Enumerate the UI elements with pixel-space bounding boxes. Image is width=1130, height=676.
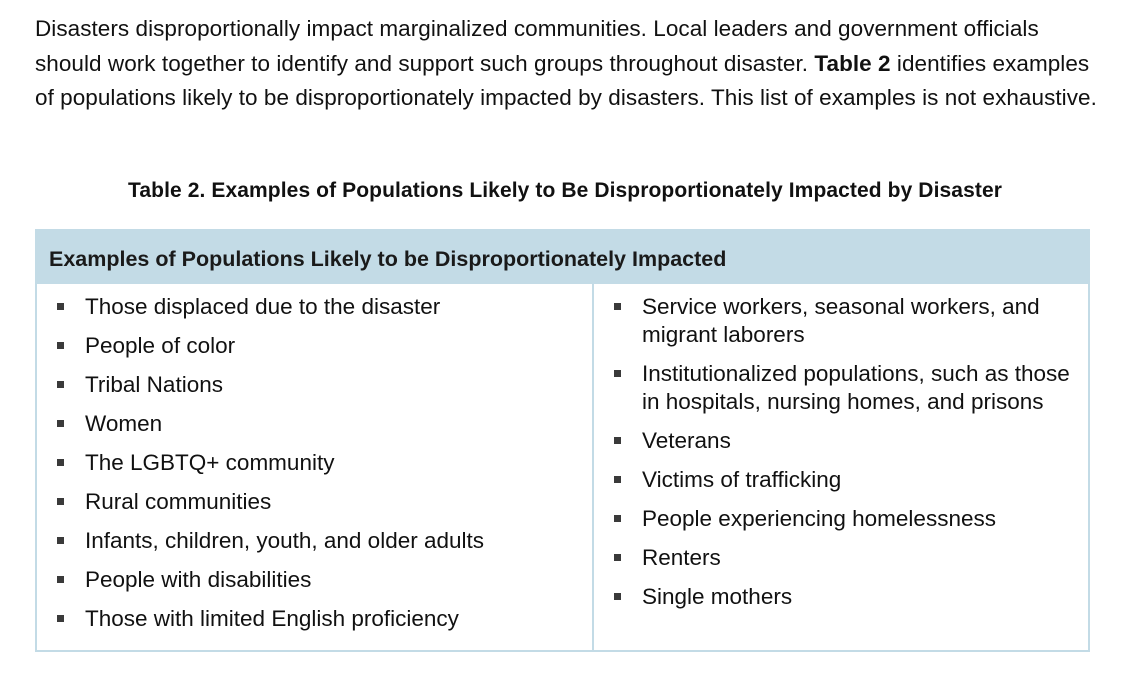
intro-text-after: identifies examples of populations likely to be disproportionately impacted by disasters. This list of examples is not exhaustive. bbox=[35, 50, 1097, 110]
list-item: Renters bbox=[594, 544, 1072, 572]
right-list bbox=[594, 284, 1088, 611]
populations-table bbox=[35, 229, 1090, 652]
square-bullet-icon bbox=[614, 303, 621, 310]
square-bullet-icon bbox=[614, 593, 621, 600]
table-header: Examples of Populations Likely to be Disproportionately Impacted bbox=[37, 231, 1088, 284]
left-list bbox=[37, 284, 592, 633]
list-item: Victims of trafficking bbox=[594, 466, 1072, 494]
square-bullet-icon bbox=[57, 498, 64, 505]
square-bullet-icon bbox=[57, 537, 64, 544]
intro-text-before: Disasters disproportionally impact marginalized communities. Local leaders and government officials should work together to identify and support such groups throughout disaster. bbox=[35, 16, 1039, 76]
list-item: Single mothers bbox=[594, 583, 1072, 611]
square-bullet-icon bbox=[614, 554, 621, 561]
square-bullet-icon bbox=[614, 515, 621, 522]
list-item: Rural communities bbox=[37, 488, 592, 516]
list-item: Service workers, seasonal workers, and migrant laborers bbox=[594, 293, 1072, 349]
list-item: Women bbox=[37, 410, 592, 438]
square-bullet-icon bbox=[57, 342, 64, 349]
square-bullet-icon bbox=[614, 370, 621, 377]
list-item: People with disabilities bbox=[37, 566, 592, 594]
square-bullet-icon bbox=[57, 420, 64, 427]
square-bullet-icon bbox=[57, 303, 64, 310]
square-bullet-icon bbox=[614, 476, 621, 483]
list-item: People of color bbox=[37, 332, 592, 360]
list-item: Those displaced due to the disaster bbox=[37, 293, 592, 321]
list-item: People experiencing homelessness bbox=[594, 505, 1072, 533]
square-bullet-icon bbox=[614, 437, 621, 444]
table-right-column bbox=[594, 284, 1088, 650]
square-bullet-icon bbox=[57, 381, 64, 388]
list-item: Tribal Nations bbox=[37, 371, 592, 399]
list-item: Institutionalized populations, such as those in hospitals, nursing homes, and prisons bbox=[594, 360, 1072, 416]
list-item: The LGBTQ+ community bbox=[37, 449, 592, 477]
square-bullet-icon bbox=[57, 459, 64, 466]
table-caption: Table 2. Examples of Populations Likely to Be Disproportionately Impacted by Disaster bbox=[128, 179, 1002, 202]
list-item: Those with limited English proficiency bbox=[37, 605, 592, 633]
table-left-column bbox=[37, 284, 594, 650]
square-bullet-icon bbox=[57, 576, 64, 583]
list-item: Infants, children, youth, and older adults bbox=[37, 527, 592, 555]
intro-paragraph bbox=[35, 12, 1105, 116]
table-reference: Table 2 bbox=[814, 50, 891, 76]
square-bullet-icon bbox=[57, 615, 64, 622]
list-item: Veterans bbox=[594, 427, 1072, 455]
